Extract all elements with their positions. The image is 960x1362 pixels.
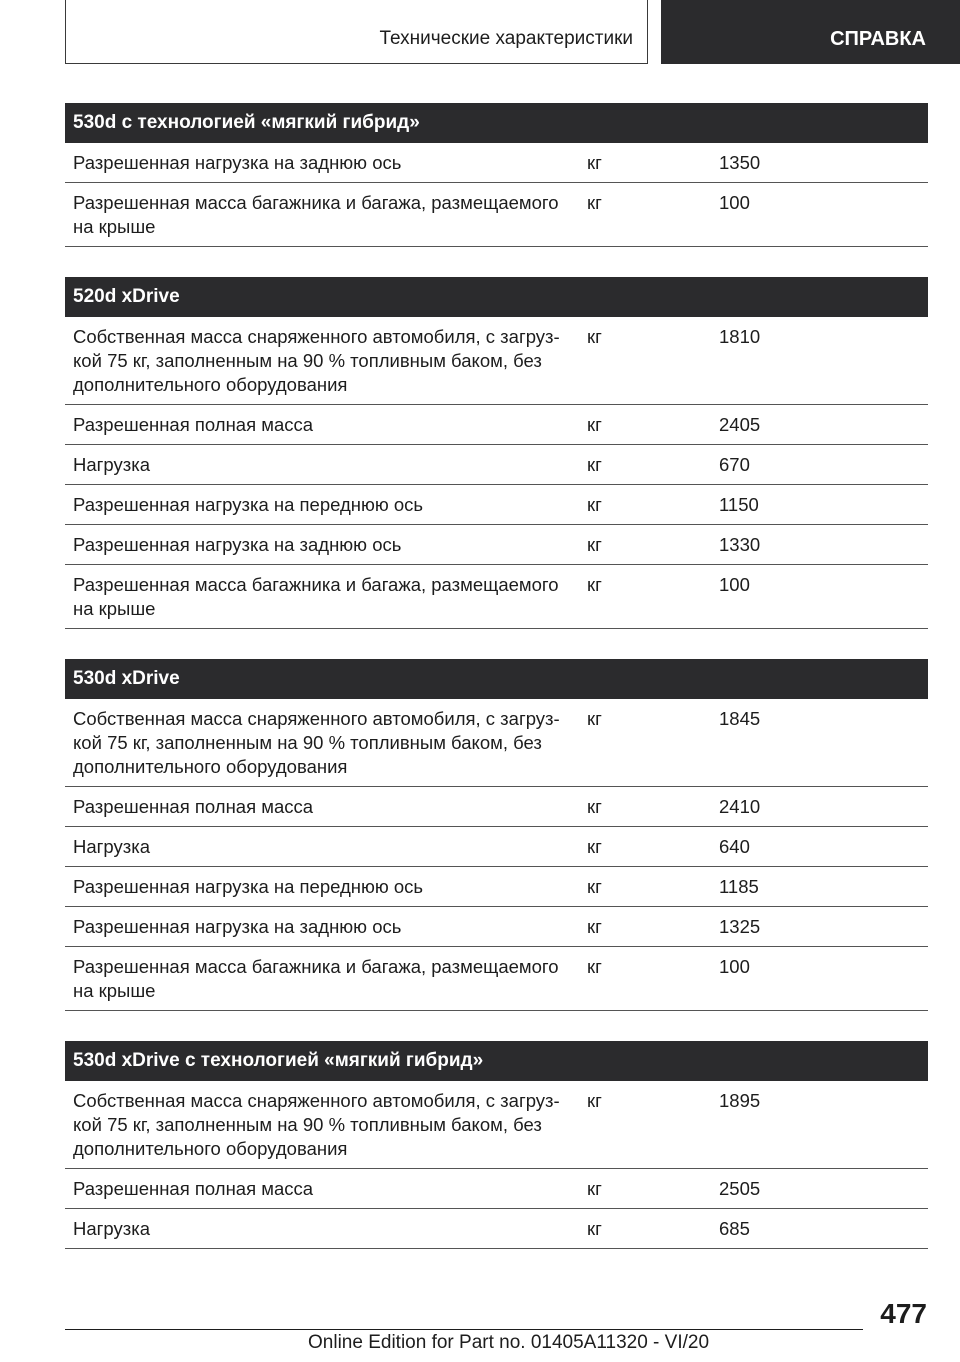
row-value: 1895	[719, 1090, 761, 1111]
row-unit: кг	[587, 494, 602, 515]
table-row	[65, 525, 928, 565]
row-value: 2405	[719, 414, 761, 435]
spec-tables	[65, 103, 928, 1249]
row-unit: кг	[587, 876, 602, 897]
row-label: Разрешенная масса багажника и багажа, размещаемого на крыше	[73, 192, 559, 237]
row-value: 640	[719, 836, 750, 857]
table-row	[65, 1169, 928, 1209]
footer-divider	[65, 1329, 863, 1330]
table-row	[65, 317, 928, 405]
spec-section	[65, 659, 928, 1011]
row-label: Разрешенная полная масса	[73, 1178, 314, 1199]
row-label: Разрешенная нагрузка на заднюю ось	[73, 152, 402, 173]
row-unit: кг	[587, 836, 602, 857]
table-row	[65, 405, 928, 445]
table-row	[65, 565, 928, 629]
row-value: 100	[719, 956, 750, 977]
page-number: 477	[880, 1298, 927, 1329]
row-unit: кг	[587, 574, 602, 595]
section-title: 530d xDrive	[65, 659, 928, 699]
table-row	[65, 947, 928, 1011]
spec-section	[65, 103, 928, 247]
row-unit: кг	[587, 414, 602, 435]
table-row	[65, 827, 928, 867]
row-unit: кг	[587, 326, 602, 347]
table-row	[65, 1081, 928, 1169]
row-value: 100	[719, 192, 750, 213]
row-value: 1325	[719, 916, 761, 937]
row-unit: кг	[587, 152, 602, 173]
row-value: 1150	[719, 494, 759, 515]
row-value: 1350	[719, 152, 761, 173]
header-section-label: СПРАВКА	[830, 28, 926, 50]
row-label: Разрешенная масса багажника и багажа, размещаемого на крыше	[73, 956, 559, 1001]
row-value: 685	[719, 1218, 750, 1239]
table-row	[65, 867, 928, 907]
row-label: Разрешенная полная масса	[73, 796, 314, 817]
section-title: 520d xDrive	[65, 277, 928, 317]
row-value: 1810	[719, 326, 761, 347]
table-row	[65, 143, 928, 183]
row-label: Разрешенная нагрузка на заднюю ось	[73, 916, 402, 937]
row-unit: кг	[587, 708, 602, 729]
section-title: 530d xDrive с технологией «мягкий гибрид»	[65, 1041, 928, 1081]
row-unit: кг	[587, 454, 602, 475]
table-row	[65, 183, 928, 247]
row-unit: кг	[587, 1218, 602, 1239]
row-value: 1185	[719, 876, 759, 897]
table-row	[65, 1209, 928, 1249]
row-unit: кг	[587, 916, 602, 937]
row-value: 100	[719, 574, 750, 595]
row-label: Разрешенная масса багажника и багажа, размещаемого на крыше	[73, 574, 559, 619]
row-unit: кг	[587, 1090, 602, 1111]
row-unit: кг	[587, 956, 602, 977]
row-value: 2410	[719, 796, 761, 817]
spec-section	[65, 1041, 928, 1249]
row-unit: кг	[587, 796, 602, 817]
row-label: Собственная масса снаряженного автомобиля, с загруз- кой 75 кг, заполненным на 90 % топливным баком, без дополнительного оборудования	[73, 708, 560, 777]
row-unit: кг	[587, 192, 602, 213]
row-label: Нагрузка	[73, 1218, 150, 1239]
row-label: Разрешенная полная масса	[73, 414, 314, 435]
section-title: 530d с технологией «мягкий гибрид»	[65, 103, 928, 143]
row-value: 2505	[719, 1178, 761, 1199]
row-unit: кг	[587, 534, 602, 555]
row-label: Разрешенная нагрузка на переднюю ось	[73, 876, 424, 897]
row-label: Разрешенная нагрузка на заднюю ось	[73, 534, 402, 555]
table-row	[65, 699, 928, 787]
row-label: Собственная масса снаряженного автомобиля, с загруз- кой 75 кг, заполненным на 90 % топливным баком, без дополнительного оборудования	[73, 1090, 560, 1159]
row-value: 670	[719, 454, 750, 475]
row-value: 1845	[719, 708, 761, 729]
row-label: Нагрузка	[73, 836, 150, 857]
header-section-tab	[661, 0, 960, 64]
table-row	[65, 907, 928, 947]
table-row	[65, 445, 928, 485]
row-label: Разрешенная нагрузка на переднюю ось	[73, 494, 424, 515]
row-unit: кг	[587, 1178, 602, 1199]
footer-edition: Online Edition for Part no. 01405A11320 - VI/20	[308, 1332, 710, 1353]
row-value: 1330	[719, 534, 761, 555]
row-label: Собственная масса снаряженного автомобиля, с загруз- кой 75 кг, заполненным на 90 % топливным баком, без дополнительного оборудования	[73, 326, 560, 395]
table-row	[65, 787, 928, 827]
header-title-box	[65, 0, 648, 64]
header-title: Технические характеристики	[379, 28, 633, 49]
row-label: Нагрузка	[73, 454, 150, 475]
spec-section	[65, 277, 928, 629]
table-row	[65, 485, 928, 525]
